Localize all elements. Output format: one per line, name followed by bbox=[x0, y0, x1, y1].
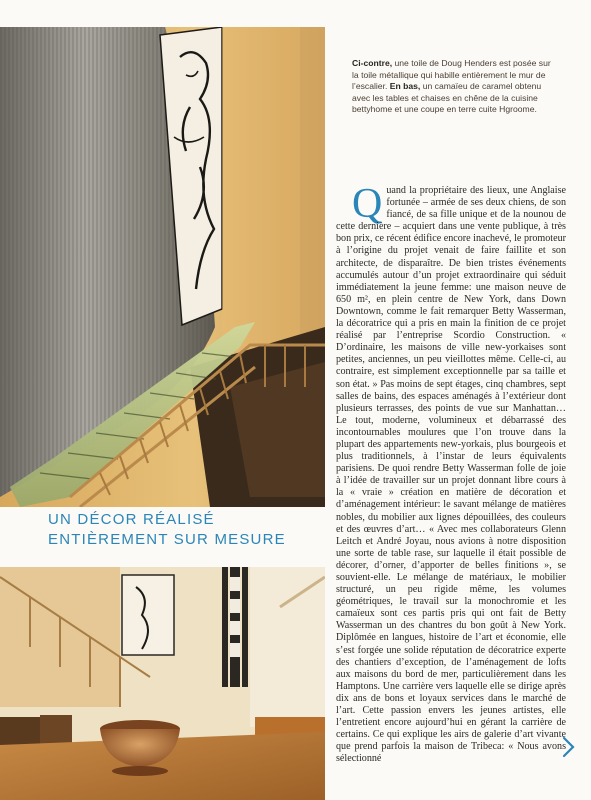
heading-line-1: UN DÉCOR RÉALISÉ bbox=[48, 511, 215, 528]
caption-text-2: un camaïeu de caramel obtenu avec les tables et chaises en chêne de la cuisine bettyhome et une coupe en terre cuite Hgroome. bbox=[352, 81, 542, 115]
caption-lead-2: En bas, bbox=[389, 81, 421, 92]
article-body bbox=[336, 181, 566, 766]
article-paragraph: uand la propriétaire des lieux, une Anglaise fortunée – armée de ses deux chiens, de son fiancé, de sa fille unique et de la nounou de cette dernière – acquiert dans une vente publique, à très bon prix, ce récent édifice encore inachevé, le promoteur à l’origine du projet venait de faire faillite et son architecte, de disparaître. De bien tristes événements accumulés autour d’un projet extraordinaire qui séduit immédiatement la jeune femme: une maison neuve de 650 m², en plein centre de New York, dans Down Downtown, comme le fait remarquer Betty Wasserman, la décoratrice qui a pris en main la finition de ce projet réalisé par l’entreprise Scordio Construction. « D’ordinaire, les maisons de ville new-yorkaises sont petites, anciennes, un peu vieillottes même. Celle-ci, au contraire, est simplement exceptionnelle par sa taille et son état. » Pas moins de sept étages, cinq chambres, sept salles de bains, des espaces aménagés à l’extérieur dont plusieurs terrasses, des points de vue sur Manhattan… Le tout, moderne, volumineux et débarrassé des incontournables moulures que l’on trouve dans la plupart des appartements new-yorkais, plus bourgeois et plus traditionnels, à l’instar de leurs équivalents parisiens. De quoi rendre Betty Wasserman folle de joie à l’idée de travailler sur un projet donnant libre cours à la « vraie » création en matière de décoration et d’aménagement intérieur: le savant mélange de matières nobles, du mobilier aux lignes dépouillées, des couleurs et des œuvres d’art… « Avec mes collaborateurs Glenn Leitch et André Joyau, nous avions à notre disposition une sorte de table rase, sur laquelle il était possible de décorer, d’orner, d’apporter de belles finitions », se souvient-elle. Le mélange de matériaux, le mobilier structuré, un peu rigide même, les volumes géométriques, le travail sur la monochromie et les camaïeux sont ces partis pris qui ont fait de Betty Wasserman un des chantres du bon goût à New York. Diplômée en langues, histoire de l’art et économie, elle s’est forgée une solide réputation de décoratrice experte des chantiers d’exception, de l’aménagement de lofts aux maisons du bord de mer, particulièrement dans les Hamptons. Une carrière vers laquelle elle se dirige après dix ans de bons et loyaux services dans le marché de l’art. Cette passion envers les jeunes artistes, elle l’entretient encore aujourd’hui en gérant la carrière de certains. Ce qui explique les airs de galerie d’art vivante que prend parfois la maison de Tribeca: « Nous avons sélectionné bbox=[336, 185, 566, 765]
next-page-arrow-icon[interactable] bbox=[561, 735, 577, 759]
section-heading bbox=[48, 510, 308, 550]
heading-line-2: ENTIÈREMENT SUR MESURE bbox=[48, 531, 286, 548]
caption-lead-1: Ci-contre, bbox=[352, 58, 393, 68]
photo-caption bbox=[352, 58, 552, 116]
caption-text-1: une toile de Doug Henders est posée sur la toile métallique qui habille entièrement le mur de l’escalier. bbox=[352, 58, 551, 92]
kitchen-photo bbox=[0, 567, 325, 800]
staircase-photo bbox=[0, 27, 325, 507]
drop-cap: Q bbox=[352, 181, 383, 227]
